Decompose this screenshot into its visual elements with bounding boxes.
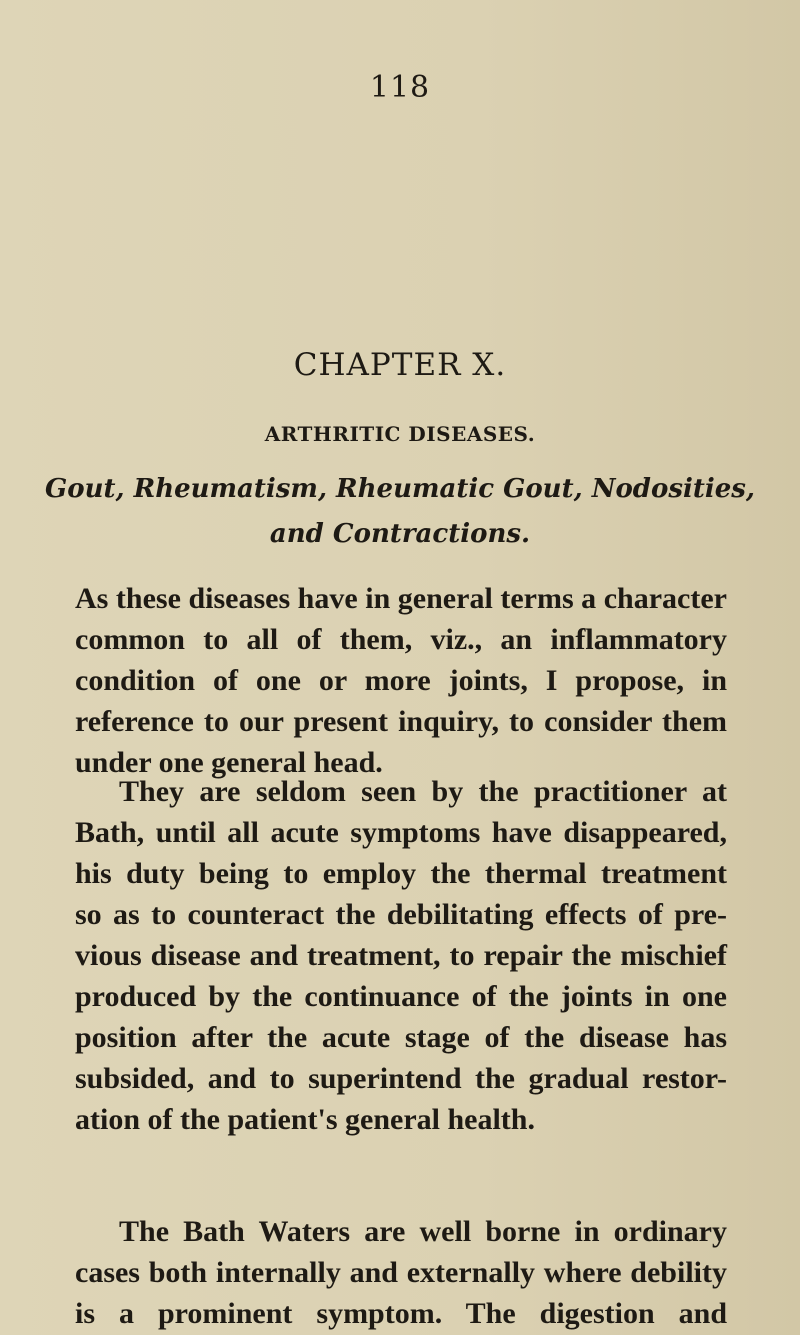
- text-line: under one general head.: [75, 746, 383, 779]
- subtitle-line: and Contractions.: [269, 519, 531, 549]
- paragraph: [75, 771, 727, 1140]
- text-line: As these diseases have in general terms a character: [75, 582, 727, 615]
- text-line: vious disease and treatment, to repair the mischief: [75, 939, 727, 972]
- page-number: 118: [369, 70, 431, 105]
- subtitle-line: Gout, Rheumatism, Rheumatic Gout, Nodosities,: [45, 474, 755, 504]
- chapter-title: CHAPTER X.: [293, 347, 507, 383]
- text-line: position after the acute stage of the disease has: [75, 1021, 727, 1054]
- text-line: his duty being to employ the thermal treatment: [75, 857, 727, 890]
- text-line: ation of the patient's general health.: [75, 1103, 535, 1136]
- text-line: cases both internally and externally where debility: [75, 1256, 727, 1289]
- text-line: reference to our present inquiry, to consider them: [75, 705, 727, 738]
- text-line: The Bath Waters are well borne in ordinary: [119, 1215, 727, 1248]
- paragraph: [75, 1211, 727, 1334]
- text-line: produced by the continuance of the joints in one: [75, 980, 727, 1013]
- text-line: They are seldom seen by the practitioner at: [119, 775, 727, 808]
- text-line: common to all of them, viz., an inflammatory: [75, 623, 727, 656]
- text-line: Bath, until all acute symptoms have disappeared,: [75, 816, 727, 849]
- text-line: so as to counteract the debilitating effects of pre-: [75, 898, 727, 931]
- paragraph: [75, 578, 727, 783]
- text-line: condition of one or more joints, I propose, in: [75, 664, 727, 697]
- text-line: subsided, and to superintend the gradual restor-: [75, 1062, 727, 1095]
- section-title: ARTHRITIC DISEASES.: [264, 422, 536, 446]
- text-line: is a prominent symptom. The digestion and: [75, 1297, 727, 1330]
